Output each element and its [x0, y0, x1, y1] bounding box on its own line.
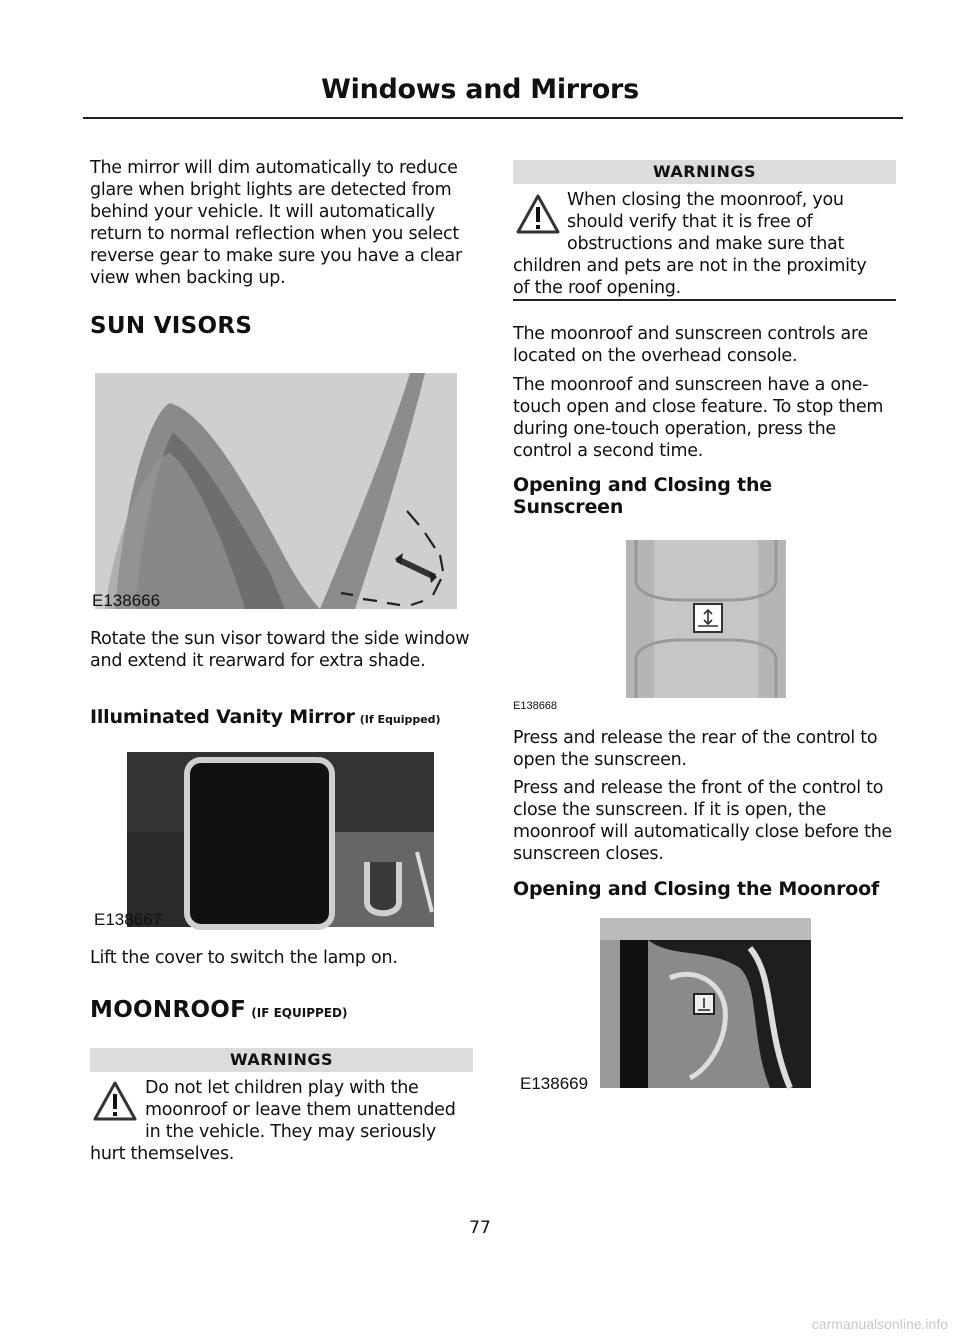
sunscreen-heading-line-2: Sunscreen	[513, 496, 624, 518]
vanity-paragraph: Lift the cover to switch the lamp on.	[90, 948, 398, 968]
vanity-mirror-figure	[94, 752, 434, 929]
sun-visor-figure	[92, 373, 457, 610]
warning-triangle-icon	[93, 1081, 137, 1121]
moonroof-heading: MOONROOF	[90, 997, 247, 1023]
sun-visor-illustration	[95, 373, 457, 609]
warning-right-rule	[513, 299, 896, 301]
sunscreen-heading-line-1: Opening and Closing the	[513, 474, 772, 496]
page-number: 77	[469, 1218, 491, 1238]
warning-right-line-3: obstructions and make sure that	[567, 234, 845, 254]
warning-left-line-2: moonroof or leave them unattended	[145, 1100, 456, 1120]
figure-code-e138668: E138668	[513, 700, 558, 712]
warning-left-line-1: Do not let children play with the	[145, 1078, 419, 1098]
warning-right-tail-1: children and pets are not in the proximity	[513, 256, 867, 276]
figure-code-e138669: E138669	[520, 1074, 589, 1093]
warnings-bar-left: WARNINGS	[90, 1048, 473, 1072]
warnings-bar-right: WARNINGS	[513, 160, 896, 184]
warning-left-line-3: in the vehicle. They may seriously	[145, 1122, 436, 1142]
vanity-if-equipped-tag: (If Equipped)	[359, 713, 441, 726]
press-front-paragraph: Press and release the front of the control to close the sunscreen. If it is open, the moonroof will automatically close before the sunscreen closes.	[513, 778, 893, 864]
warning-triangle-icon	[516, 194, 560, 234]
vanity-mirror-illustration	[127, 752, 434, 927]
controls-paragraph: The moonroof and sunscreen controls are located on the overhead console.	[513, 324, 869, 366]
warning-right-tail-2: of the roof opening.	[513, 278, 681, 298]
figure-code-e138666: E138666	[92, 591, 161, 610]
moonroof-if-equipped-tag: (IF EQUIPPED)	[251, 1006, 348, 1020]
figure-code-e138667: E138667	[94, 910, 163, 929]
header-rule	[83, 117, 903, 119]
intro-paragraph: The mirror will dim automatically to reduce glare when bright lights are detected from behind your vehicle. It will automatically return to normal reflection when you select reverse gear to make sure you have a clear view when backing up.	[90, 158, 462, 288]
moonroof-opening-heading: Opening and Closing the Moonroof	[513, 878, 880, 900]
moonroof-heading-row	[90, 997, 347, 1023]
moonroof-control-illustration	[600, 918, 811, 1088]
warning-right-line-2: should verify that it is free of	[567, 212, 813, 232]
sun-visors-heading: SUN VISORS	[90, 313, 253, 339]
sun-visor-paragraph: Rotate the sun visor toward the side window and extend it rearward for extra shade.	[90, 629, 470, 671]
sunscreen-control-figure	[626, 540, 786, 698]
vanity-heading-row	[90, 706, 441, 729]
sunscreen-control-illustration	[626, 540, 786, 698]
one-touch-paragraph: The moonroof and sunscreen have a one-touch open and close feature. To stop them during one-touch operation, press the control a second time.	[513, 375, 884, 461]
vanity-mirror-heading: Illuminated Vanity Mirror	[90, 706, 355, 728]
warning-left-tail: hurt themselves.	[90, 1144, 235, 1164]
press-rear-paragraph: Press and release the rear of the control to open the sunscreen.	[513, 728, 878, 770]
page-header-title: Windows and Mirrors	[321, 74, 639, 105]
warning-right-line-1: When closing the moonroof, you	[567, 190, 844, 210]
moonroof-control-figure	[600, 918, 811, 1088]
footer-watermark: carmanualsonline.info	[811, 1316, 948, 1332]
